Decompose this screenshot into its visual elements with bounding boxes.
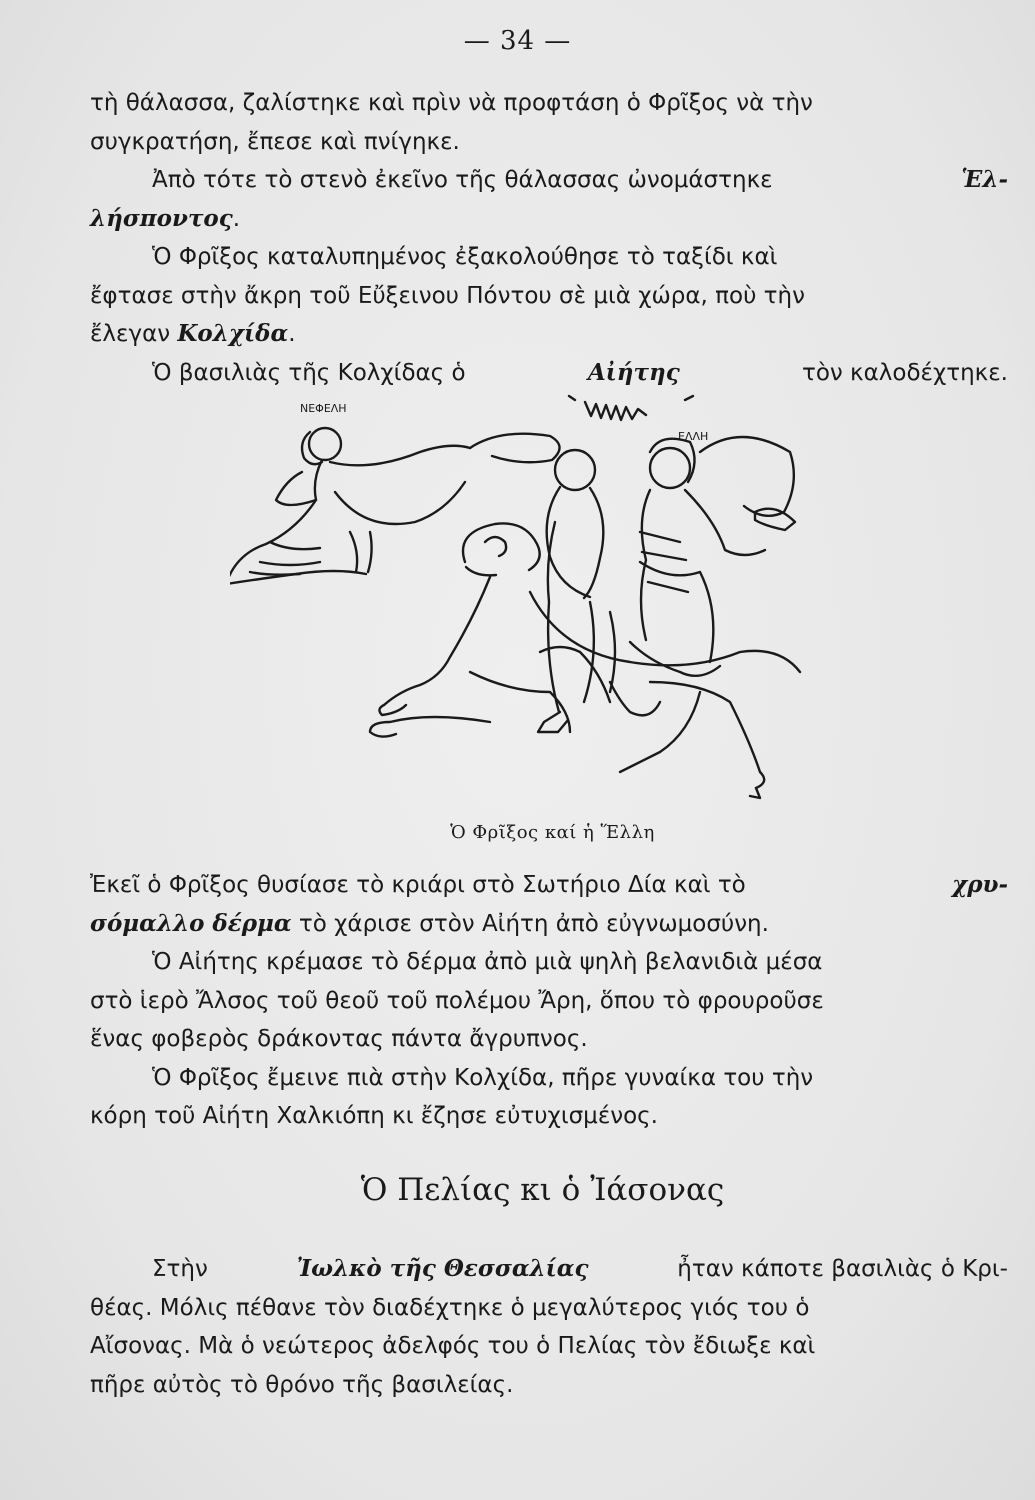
line-text: Ὁ Φρῖξος καταλυπημένος ἐξακολούθησε τὸ ταξίδι καὶ (152, 244, 778, 270)
text-line (90, 200, 1008, 239)
line-text: πῆρε αὐτὸς τὸ θρόνο τῆς βασιλείας. (90, 1371, 514, 1398)
text-line (90, 123, 1008, 162)
line-text: τὸ χάρισε στὸν Αἰήτη ἀπὸ εὐγνωμοσύνη. (298, 910, 769, 937)
text-line (90, 1059, 1008, 1098)
text-line (90, 1366, 1008, 1405)
line-text: ἔφτασε στὴν ἄκρη τοῦ Εὔξεινου Πόντου σὲ μιὰ χώρα, ποὺ τὴν (90, 282, 805, 309)
line-text: Ὁ Φρῖξος ἔμεινε πιὰ στὴν Κολχίδα, πῆρε γυναίκα του τὴν (152, 1064, 814, 1091)
emphasized-term: Κολχίδα (177, 320, 289, 347)
line-text: Αἴσονας. Μὰ ὁ νεώτερος ἀδελφός του ὁ Πελίας τὸν ἔδιωξε καὶ (90, 1333, 816, 1359)
section-heading: Ὁ Πελίας κι ὁ Ἰάσονας (360, 1172, 725, 1208)
emphasized-term: χρυ- (952, 871, 1008, 898)
emphasized-term: Ἑλ- (961, 166, 1008, 193)
line-text: ἕνας φοβερὸς δράκοντας πάντα ἄγρυπνος. (90, 1026, 588, 1052)
line-text: Ὁ Αἰήτης κρέμασε τὸ δέρμα ἀπὸ μιὰ ψηλὴ βελανιδιὰ μέσα (152, 949, 823, 975)
text-line (90, 982, 1008, 1021)
text-line (90, 1097, 1008, 1136)
text-line (90, 1289, 1008, 1328)
line-text: ἔλεγαν (90, 321, 171, 347)
text-line (90, 238, 1008, 277)
emphasized-term: σόμαλλο δέρμα (90, 909, 292, 937)
line-text: Στὴν (152, 1256, 208, 1282)
section-text (90, 1250, 1008, 1404)
line-text: Ἀπὸ τότε τὸ στενὸ ἐκεῖνο τῆς θάλασσας ὠνομάστηκε (152, 167, 773, 193)
text-line (90, 905, 1008, 944)
nephele-label: ΝΕΦΕΛΗ (300, 402, 347, 415)
page-number: — 34 — (463, 26, 572, 56)
emphasized-term: Αἰήτης (587, 358, 680, 386)
text-line (90, 354, 1008, 393)
text-line (90, 315, 1008, 354)
line-text: τὴ θάλασσα, ζαλίστηκε καὶ πρὶν νὰ προφτάση ὁ Φρῖξος νὰ τὴν (90, 90, 813, 116)
helle-label: ΕΛΛΗ (678, 430, 709, 443)
line-text: θέας. Μόλις πέθανε τὸν διαδέχτηκε ὁ μεγαλύτερος γιός του ὁ (90, 1294, 810, 1321)
text-line (90, 84, 1008, 123)
line-text: τὸν καλοδέχτηκε. (801, 359, 1008, 386)
text-line (90, 943, 1008, 982)
line-text: ἦταν κάποτε βασιλιὰς ὁ Κρι- (677, 1256, 1008, 1282)
line-text: Ἐκεῖ ὁ Φρῖξος θυσίασε τὸ κριάρι στὸ Σωτήριο Δία καὶ τὸ (90, 872, 746, 898)
text-line (90, 1327, 1008, 1366)
text-line (90, 1250, 1008, 1289)
figure-caption: Ὁ Φρῖξος καί ἡ Ἕλλη (450, 822, 655, 843)
line-text: συγκρατήση, ἔπεσε καὶ πνίγηκε. (90, 128, 460, 155)
line-text: στὸ ἱερὸ Ἄλσος τοῦ θεοῦ τοῦ πολέμου Ἄρη, ὅπου τὸ φρουροῦσε (90, 987, 824, 1014)
phrixus-helle-illustration (230, 392, 830, 812)
text-line (90, 866, 1008, 905)
line-text: . (288, 321, 296, 347)
line-text: Ὁ βασιλιὰς τῆς Κολχίδας ὁ (152, 359, 466, 386)
emphasized-term: λήσποντος (90, 204, 233, 232)
line-text: . (232, 205, 241, 232)
text-line (90, 161, 1008, 200)
line-text: κόρη τοῦ Αἰήτη Χαλκιόπη κι ἔζησε εὐτυχισμένος. (90, 1103, 658, 1129)
after-figure-text (90, 866, 1008, 1136)
emphasized-term: Ἰωλκὸ τῆς Θεσσαλίας (296, 1255, 589, 1282)
intro-text (90, 84, 1008, 392)
text-line (90, 1020, 1008, 1059)
text-line (90, 277, 1008, 316)
